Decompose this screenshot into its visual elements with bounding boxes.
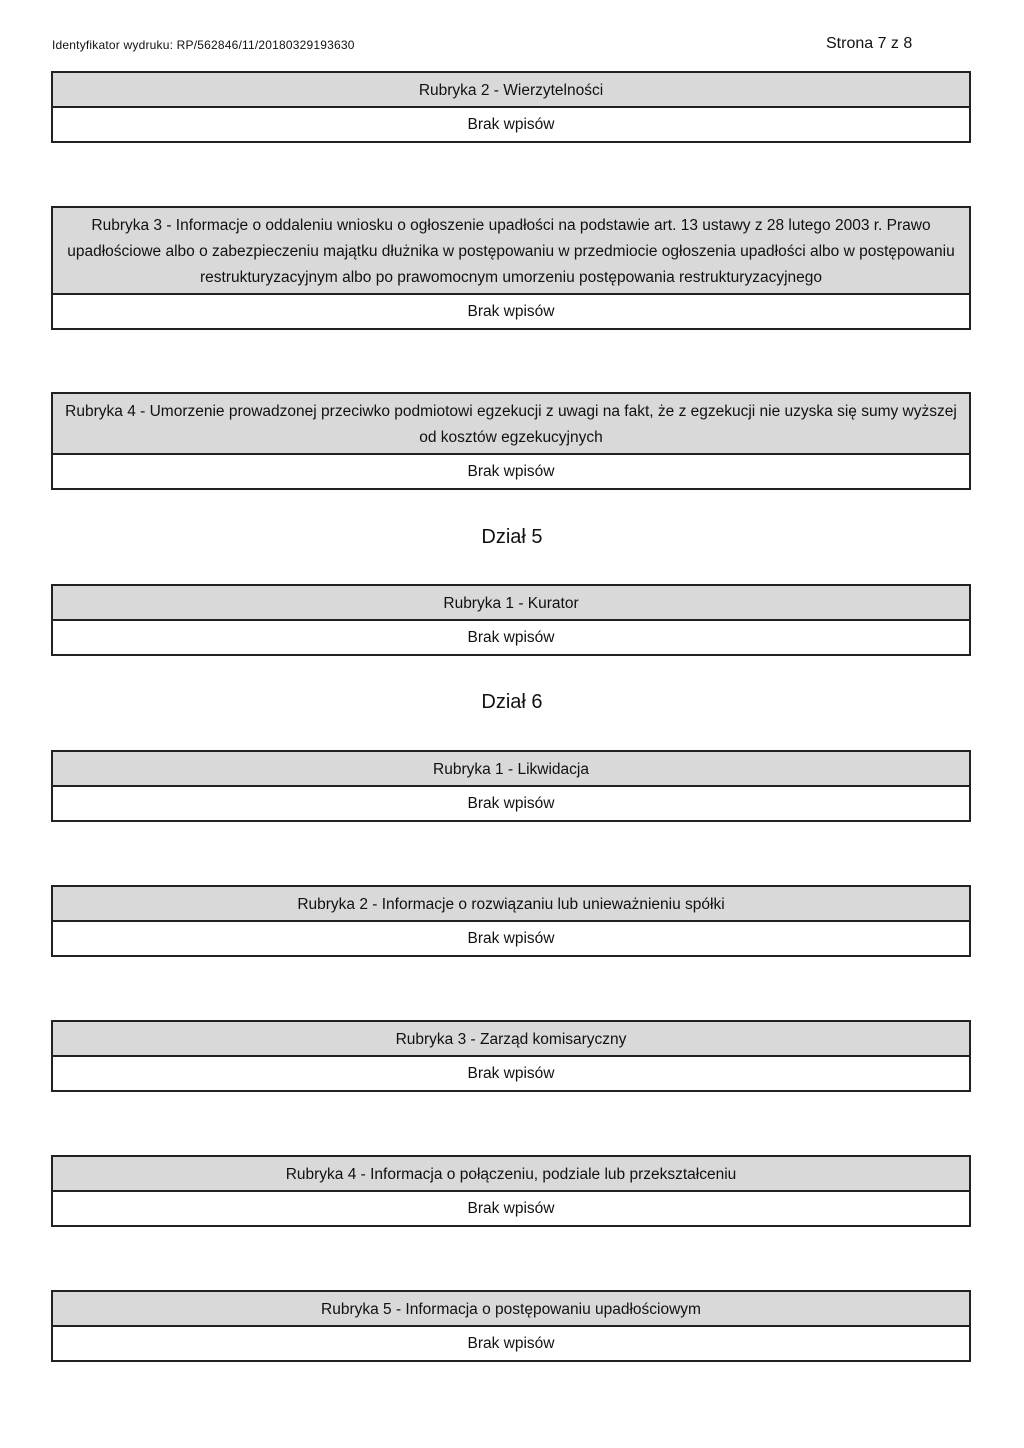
dzial-5-heading: Dział 5 (481, 526, 543, 548)
section-title: Rubryka 2 - Informacje o rozwiązaniu lub unieważnieniu spółki (53, 887, 969, 922)
section-title: Rubryka 1 - Likwidacja (53, 752, 969, 787)
section-value: Brak wpisów (467, 303, 555, 320)
section-box (51, 1155, 971, 1227)
section-value: Brak wpisów (467, 116, 555, 133)
section-title: Rubryka 4 - Informacja o połączeniu, podziale lub przekształceniu (53, 1157, 969, 1192)
section-box (51, 71, 971, 143)
print-identifier: Identyfikator wydruku: RP/562846/11/20180329193630 (52, 38, 355, 52)
section-value: Brak wpisów (467, 1065, 555, 1082)
page-number: Strona 7 z 8 (826, 35, 913, 52)
section-box (51, 1290, 971, 1362)
section-title: Rubryka 1 - Kurator (53, 586, 969, 621)
section-box (51, 885, 971, 957)
section-box (51, 1020, 971, 1092)
section-value: Brak wpisów (467, 1200, 555, 1217)
section-title: Rubryka 3 - Zarząd komisaryczny (53, 1022, 969, 1057)
section-title: Rubryka 3 - Informacje o oddaleniu wniosku o ogłoszenie upadłości na podstawie art. 13 ustawy z 28 lutego 2003 r. Prawo upadłościowe albo o zabezpieczeniu majątku dłużnika w postępowaniu w przedmiocie ogłoszenia upadłości albo w postępowaniu restrukturyzacyjnym albo po prawomocnym umorzeniu postępowania restrukturyzacyjnego (53, 208, 969, 295)
section-box (51, 750, 971, 822)
section-box (51, 392, 971, 490)
section-box (51, 584, 971, 656)
section-value: Brak wpisów (467, 1335, 555, 1352)
section-value: Brak wpisów (467, 463, 555, 480)
section-value: Brak wpisów (467, 930, 555, 947)
section-value: Brak wpisów (467, 795, 555, 812)
section-title: Rubryka 4 - Umorzenie prowadzonej przeciwko podmiotowi egzekucji z uwagi na fakt, że z egzekucji nie uzyska się sumy wyższej od kosztów egzekucyjnych (53, 394, 969, 455)
section-title: Rubryka 2 - Wierzytelności (53, 73, 969, 108)
section-title: Rubryka 5 - Informacja o postępowaniu upadłościowym (53, 1292, 969, 1327)
section-box (51, 206, 971, 330)
dzial-6-heading: Dział 6 (481, 691, 543, 713)
section-value: Brak wpisów (467, 629, 555, 646)
